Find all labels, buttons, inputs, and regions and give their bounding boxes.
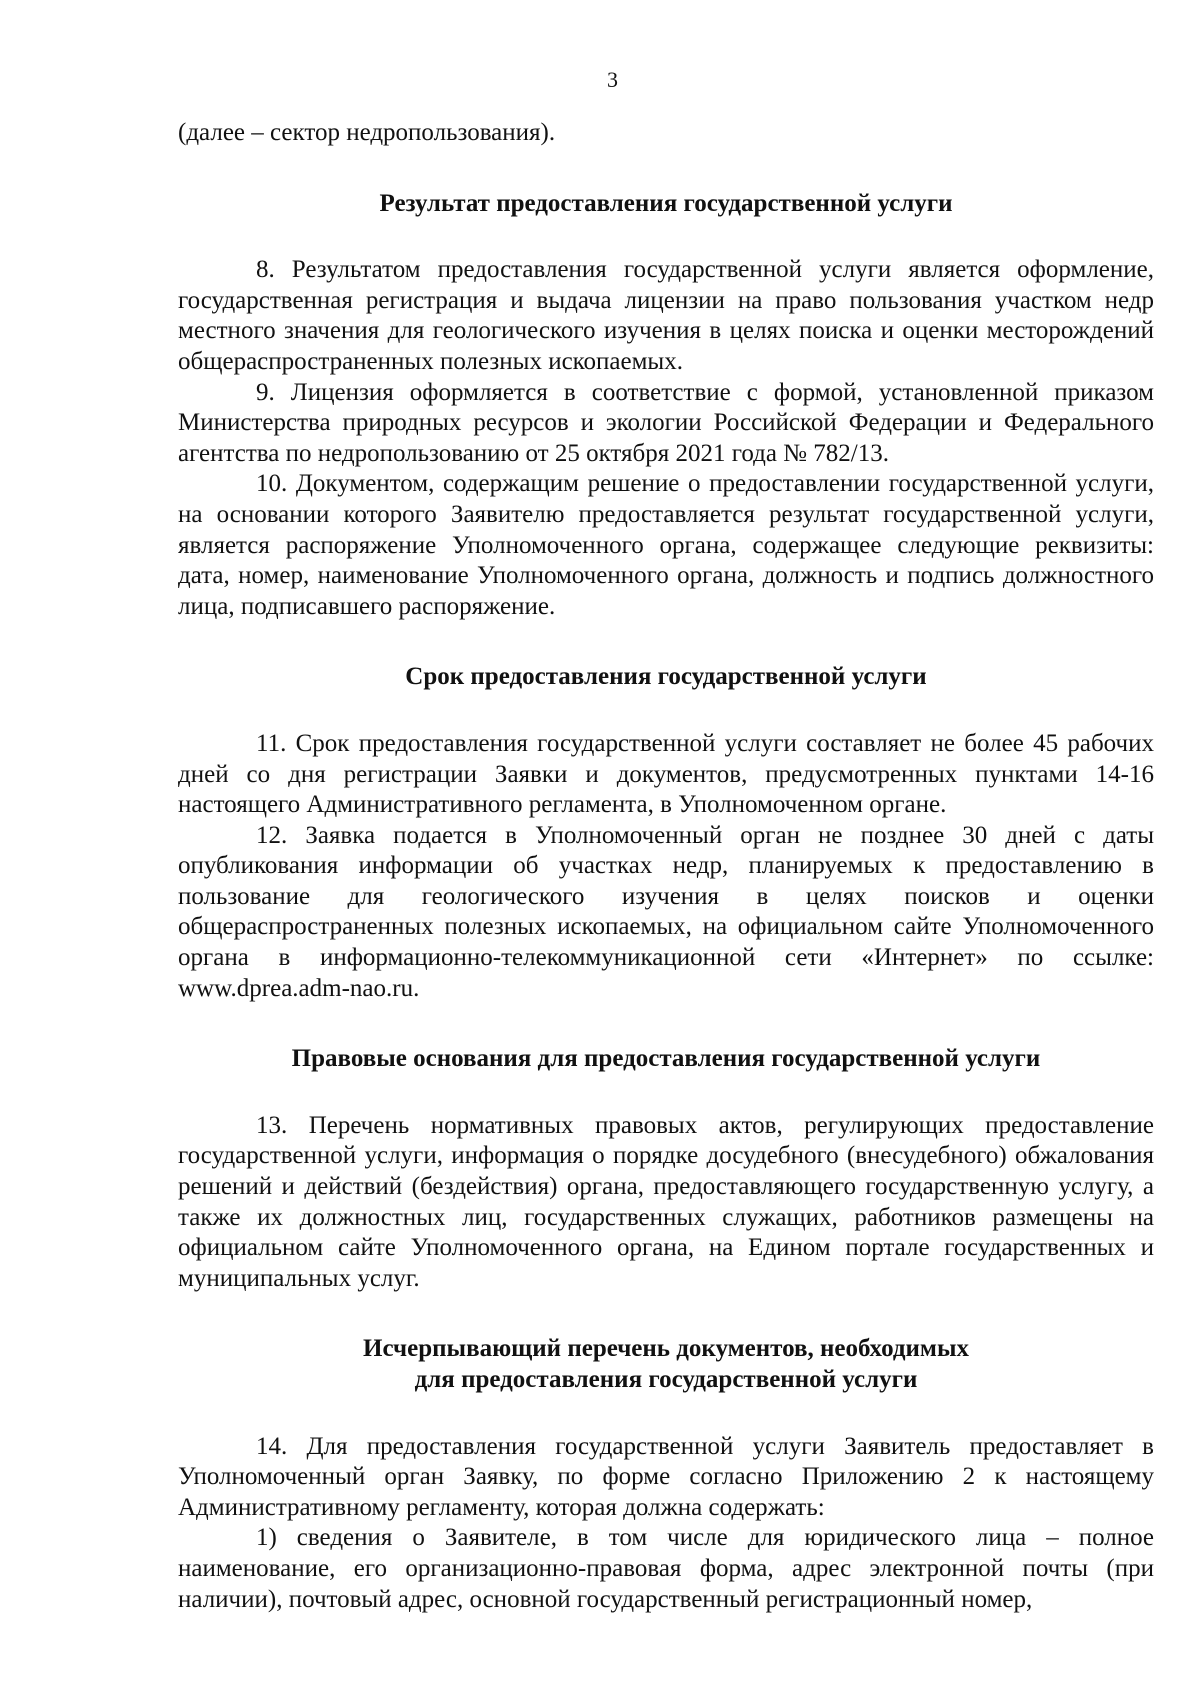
section-heading-documents-line2: для предоставления государственной услуги	[414, 1366, 918, 1393]
intro-text: (далее – сектор недропользования).	[178, 119, 556, 146]
paragraph-11: 11. Срок предоставления государственной услуги составляет не более 45 рабочих дней со дня регистрации Заявки и документов, предусмотренных пунктами 14-16 настоящего Административного регламента, в Уполномоченном органе.	[178, 729, 1154, 819]
paragraph-12: 12. Заявка подается в Уполномоченный орган не позднее 30 дней с даты опубликования информации об участках недр, планируемых к предоставлению в пользование для геологического изучения в целях поисков и оценки общераспространенных полезных ископаемых, на официальном сайте Уполномоченного органа в информационно-телекоммуникационной сети «Интернет» по ссылке: www.dprea.adm-nao.ru.	[178, 821, 1154, 1002]
section-heading-documents-line1: Исчерпывающий перечень документов, необходимых	[363, 1335, 969, 1363]
paragraph-9: 9. Лицензия оформляется в соответствие с формой, установленной приказом Министерства природных ресурсов и экологии Российской Федерации и Федерального агентства по недропользованию от 25 октября 2021 года № 782/13.	[178, 378, 1154, 467]
section-heading-documents	[178, 1334, 1154, 1395]
section-heading-legal-basis: Правовые основания для предоставления государственной услуги	[291, 1045, 1041, 1073]
section-heading-result: Результат предоставления государственной услуги	[379, 189, 953, 217]
paragraph-8: 8. Результатом предоставления государственной услуги является оформление, государственная регистрация и выдача лицензии на право пользования участком недр местного значения для геологического изучения в целях поиска и оценки месторождений общераспространенных полезных ископаемых.	[178, 256, 1154, 375]
paragraph-10: 10. Документом, содержащим решение о предоставлении государственной услуги, на основании которого Заявителю предоставляется результат государственной услуги, является распоряжение Уполномоченного органа, содержащее следующие реквизиты: дата, номер, наименование Уполномоченного органа, должность и подпись должностного лица, подписавшего распоряжение.	[178, 470, 1154, 620]
document-body	[178, 118, 1154, 1615]
paragraph-14: 14. Для предоставления государственной услуги Заявитель предоставляет в Уполномоченный орган Заявку, по форме согласно Приложению 2 к настоящему Административному регламенту, которая должна содержать:	[178, 1432, 1154, 1521]
section-heading-term: Срок предоставления государственной услуги	[405, 663, 927, 691]
paragraph-13: 13. Перечень нормативных правовых актов, регулирующих предоставление государственной услуги, информация о порядке досудебного (внесудебного) обжалования решений и действий (бездействия) органа, предоставляющего государственную услугу, а также их должностных лиц, государственных служащих, работников размещены на официальном сайте Уполномоченного органа, на Едином портале государственных и муниципальных услуг.	[178, 1111, 1154, 1292]
paragraph-14-item-1: 1) сведения о Заявителе, в том числе для юридического лица – полное наименование, его организационно-правовая форма, адрес электронной почты (при наличии), почтовый адрес, основной государственный регистрационный номер,	[178, 1524, 1154, 1613]
page-number: 3	[607, 67, 618, 92]
